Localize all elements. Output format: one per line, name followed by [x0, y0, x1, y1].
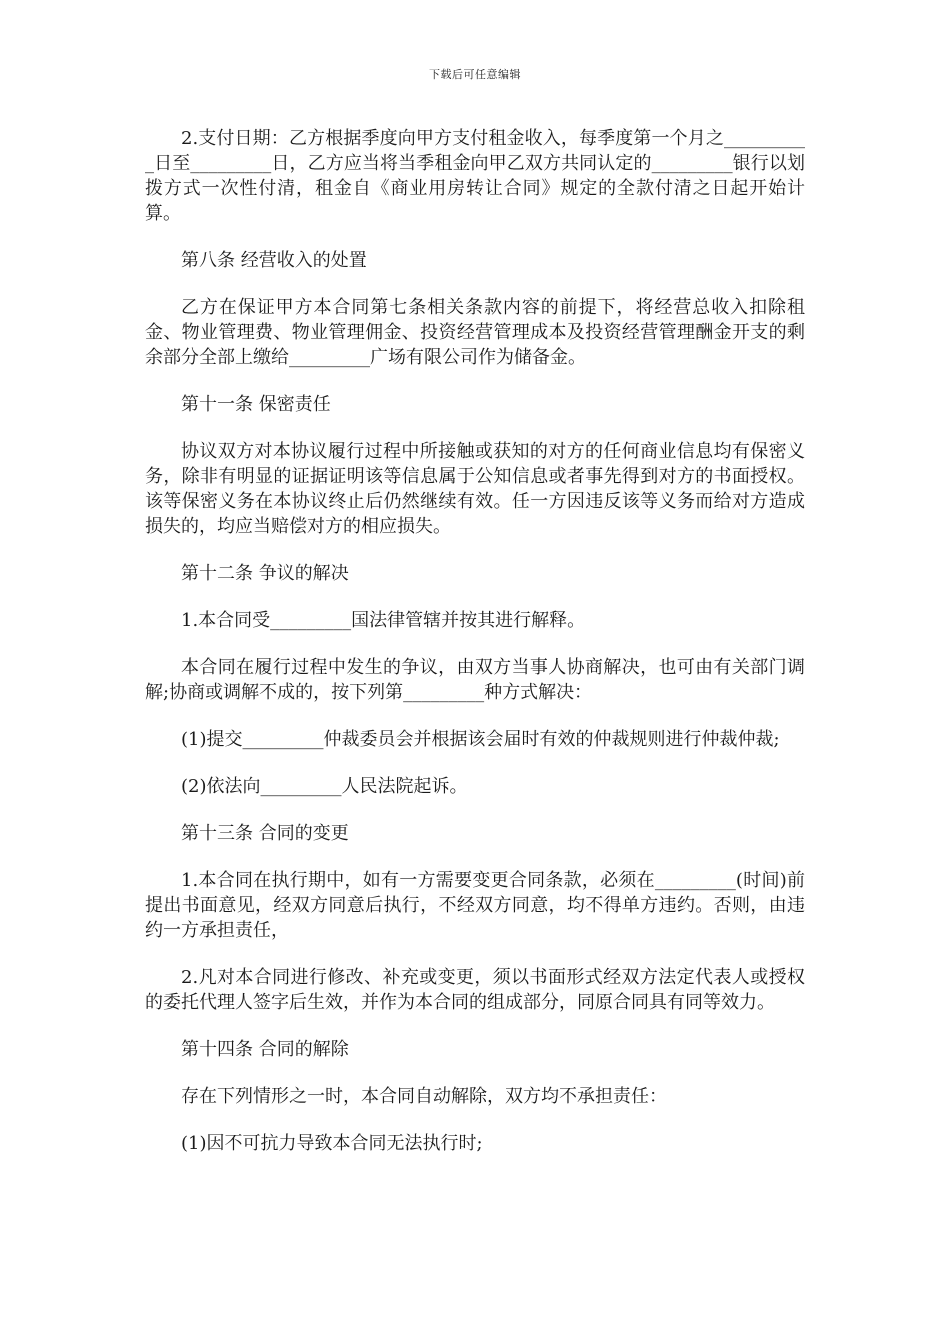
article-12-heading: 第十二条 争议的解决: [181, 563, 349, 584]
article-14-heading: 第十四条 合同的解除: [181, 1039, 349, 1060]
article-12-option-1: (1)提交_________仲裁委员会并根据该会届时有效的仲裁规则进行仲裁仲裁;: [181, 729, 780, 750]
article-14-item-1: (1)因不可抗力导致本合同无法执行时;: [181, 1133, 483, 1154]
article-8-body: 乙方在保证甲方本合同第七条相关条款内容的前提下，将经营总收入扣除租金、物业管理费、物业管理佣金、投资经营管理成本及投资经营管理酬金开支的剩余部分全部上缴给_________广场有限公司作为储备金。: [145, 297, 805, 368]
page-header: 下载后可任意编辑: [429, 68, 521, 81]
article-8-heading: 第八条 经营收入的处置: [181, 250, 367, 271]
article-13-clause-2: 2.凡对本合同进行修改、补充或变更，须以书面形式经双方法定代表人或授权的委托代理人签字后生效，并作为本合同的组成部分，同原合同具有同等效力。: [145, 967, 805, 1013]
article-11-body: 协议双方对本协议履行过程中所接触或获知的对方的任何商业信息均有保密义务，除非有明显的证据证明该等信息属于公知信息或者事先得到对方的书面授权。该等保密义务在本协议终止后仍然继续有效。任一方因违反该等义务而给对方造成损失的，均应当赔偿对方的相应损失。: [145, 441, 805, 537]
clause-7-payment-date: 2.支付日期：乙方根据季度向甲方支付租金收入，每季度第一个月之__________日至_________日，乙方应当将当季租金向甲乙双方共同认定的_________银行以划拨方式一次性付清，租金自《商业用房转让合同》规定的全款付清之日起开始计算。: [145, 128, 805, 224]
article-13-heading: 第十三条 合同的变更: [181, 823, 349, 844]
article-13-clause-1: 1.本合同在执行期中，如有一方需要变更合同条款，必须在_________(时间)前提出书面意见，经双方同意后执行，不经双方同意，均不得单方违约。否则，由违约一方承担责任，: [145, 870, 805, 941]
article-11-heading: 第十一条 保密责任: [181, 394, 331, 415]
article-12-clause-1: 1.本合同受_________国法律管辖并按其进行解释。: [181, 610, 586, 631]
document-body: [145, 126, 805, 1178]
article-12-dispute-resolution: 本合同在履行过程中发生的争议，由双方当事人协商解决，也可由有关部门调解;协商或调解不成的，按下列第_________种方式解决：: [145, 657, 805, 703]
article-14-intro: 存在下列情形之一时，本合同自动解除，双方均不承担责任：: [181, 1086, 667, 1107]
article-12-option-2: (2)依法向_________人民法院起诉。: [181, 776, 468, 797]
